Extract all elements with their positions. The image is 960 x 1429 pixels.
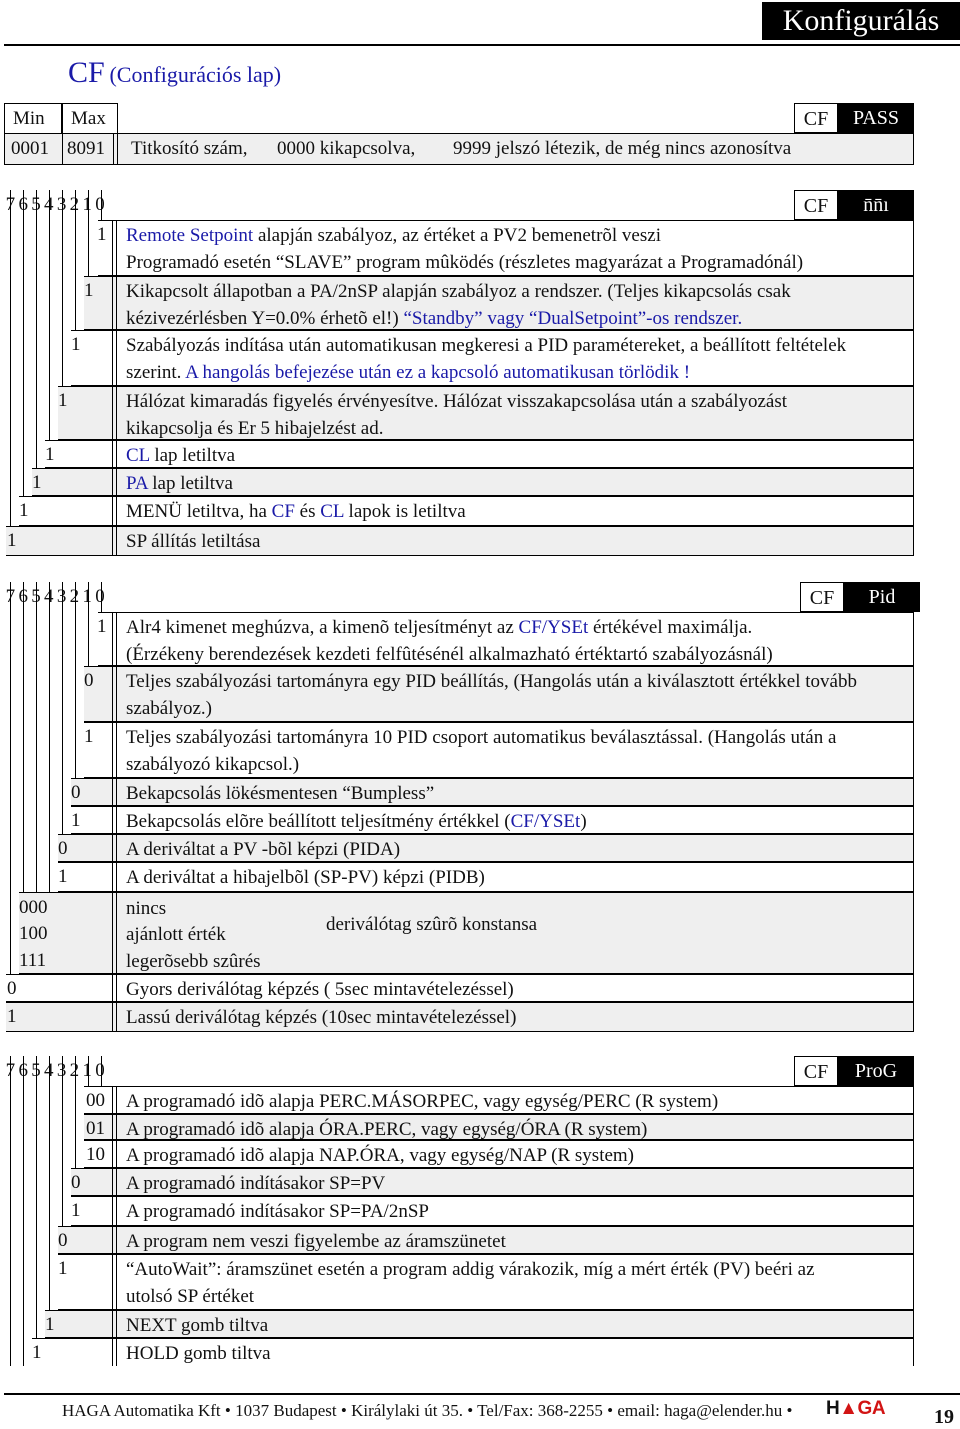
- filter-note: deriválótag szûrõ konstansa: [326, 914, 538, 935]
- divider: [62, 134, 63, 164]
- section-nni: [4, 190, 914, 558]
- pass-tag-name: PASS: [838, 103, 914, 133]
- nni-row-7: 1 SP állítás letiltása: [4, 526, 914, 556]
- section-title: Konfigurálás: [782, 4, 940, 37]
- nni-tag-cf: CF: [794, 190, 838, 220]
- header-rule: [4, 44, 960, 46]
- pid-row-2: 1 Teljes szabályozási tartományra 10 PID csoport automatikus beválasztással. (Hangolás után a szabályozó kikapcsol.): [4, 722, 914, 778]
- bit-index-header: 7 6 5 4 3 2 1 0: [5, 1060, 105, 1081]
- section-title-box: [762, 2, 960, 40]
- prog-row-0: 00 A programadó idõ alapja PERC.MÁSORPEC, vagy egység/PERC (R system): [4, 1086, 914, 1114]
- divider: [112, 1086, 117, 1366]
- pass-row: [4, 133, 914, 165]
- nni-row-5: 1 PA lap letiltva: [4, 468, 914, 496]
- pass-tag-cf: CF: [794, 103, 838, 133]
- bit-index-header: 7 6 5 4 3 2 1 0: [5, 586, 105, 607]
- prog-row-7: 1 NEXT gomb tiltva: [4, 1310, 914, 1338]
- pass-desc-c: 9999 jelszó létezik, de még nincs azonosítva: [453, 138, 792, 159]
- pid-filter-group: 000 100 111 nincs ajánlott érték legerõsebb szûrés deriválótag szûrõ konstansa: [4, 892, 914, 974]
- pid-tag-name: Pid: [844, 582, 920, 612]
- pid-row-10: 0 Gyors deriválótag képzés ( 5sec mintavételezéssel): [4, 974, 914, 1002]
- nni-row-4: 1 CL lap letiltva: [4, 440, 914, 468]
- pass-desc-b: 0000 kikapcsolva,: [277, 138, 416, 159]
- prog-row-5: 0 A program nem veszi figyelembe az áramszünetet: [4, 1226, 914, 1254]
- nni-row-0: 1 Remote Setpoint alapján szabályoz, az értéket a PV2 bemenetrõl veszi Programadó esetén “SLAVE” program mûködés (részletes magyarázat a Programadónál): [4, 220, 914, 276]
- haga-logo: H▲GA: [826, 1398, 886, 1419]
- page-title-cf: CF: [68, 56, 105, 89]
- prog-row-6: 1 “AutoWait”: áramszünet esetén a program addig várakozik, míg a mért érték (PV) beéri az utolsó SP értéket: [4, 1254, 914, 1310]
- prog-row-4: 1 A programadó indításakor SP=PA/2nSP: [4, 1196, 914, 1226]
- page-title-subtitle: (Configurációs lap): [109, 62, 282, 87]
- bit-index-header: 7 6 5 4 3 2 1 0: [5, 194, 105, 215]
- pid-row-0: 1 Alr4 kimenet meghúzva, a kimenõ teljesítményt az CF/YSEt értékével maximálja. (Érzékeny berendezések kezdeti felfûtésénél alkalmazható értéktartó szabályozásnál): [4, 612, 914, 666]
- pass-min-value: 0001: [11, 138, 49, 159]
- pid-row-1: 0 Teljes szabályozási tartományra egy PID beállítás, (Hangolás után a kiválasztott értékkel tovább szabályoz.): [4, 666, 914, 722]
- max-label: Max: [62, 103, 118, 133]
- nni-row-6: 1 MENÜ letiltva, ha CF és CL lapok is letiltva: [4, 496, 914, 526]
- prog-tag-name: ProG: [838, 1056, 914, 1086]
- prog-row-2: 10 A programadó idõ alapja NAP.ÓRA, vagy egység/NAP (R system): [4, 1140, 914, 1168]
- footer-rule: [4, 1393, 960, 1395]
- section-prog: [4, 1056, 914, 1368]
- divider: [112, 220, 117, 556]
- tree-line: [101, 582, 102, 614]
- pid-row-3: 0 Bekapcsolás lökésmentesen “Bumpless”: [4, 778, 914, 806]
- footer-text: HAGA Automatika Kft • 1037 Budapest • Királylaki út 35. • Tel/Fax: 368-2255 • email: haga@elender.hu •: [62, 1401, 793, 1420]
- pid-row-5: 0 A deriváltat a PV -bõl képzi (PIDA): [4, 834, 914, 862]
- page-number: 19: [934, 1406, 954, 1428]
- page-title: [68, 56, 281, 90]
- section-pid: [4, 582, 914, 1032]
- tree-line: [88, 1056, 89, 1088]
- nni-row-3: 1 Hálózat kimaradás figyelés érvényesítve. Hálózat visszakapcsolása után a szabályozást kikapcsolja és Er 5 hibajelzést ad.: [4, 386, 914, 440]
- prog-row-8: 1 HOLD gomb tiltva: [4, 1338, 914, 1366]
- nni-tag-name: n̄n̄ı: [838, 190, 914, 220]
- pass-header: [4, 103, 914, 133]
- prog-row-1: 01 A programadó idõ alapja ÓRA.PERC, vagy egység/ÓRA (R system): [4, 1114, 914, 1140]
- pid-row-4: 1 Bekapcsolás elõre beállított teljesítmény értékkel (CF/YSEt): [4, 806, 914, 834]
- pid-row-6: 1 A deriváltat a hibajelbõl (SP-PV) képzi (PIDB): [4, 862, 914, 892]
- prog-row-3: 0 A programadó indításakor SP=PV: [4, 1168, 914, 1196]
- pid-row-11: 1 Lassú deriválótag képzés (10sec mintavételezéssel): [4, 1002, 914, 1032]
- pass-desc-a: Titkosító szám,: [131, 138, 248, 159]
- nni-row-1: 1 Kikapcsolt állapotban a PA/2nSP alapján szabályoz a rendszer. (Teljes kikapcsolás csak kézivezérlésben Y=0.0% érhetõ el!) “Standby” vagy “DualSetpoint”-os rendszer.: [4, 276, 914, 330]
- pid-tag-cf: CF: [800, 582, 844, 612]
- prog-tag-cf: CF: [794, 1056, 838, 1086]
- min-label: Min: [4, 103, 62, 133]
- divider: [113, 134, 118, 164]
- nni-row-2: 1 Szabályozás indítása után automatikusan megkeresi a PID paramétereket, a beállított feltételek szerint. A hangolás befejezése után ez a kapcsoló automatikusan törlödik !: [4, 330, 914, 386]
- pass-max-value: 8091: [67, 138, 105, 159]
- tree-line: [101, 190, 102, 224]
- tree-line: [101, 1056, 102, 1088]
- divider: [112, 612, 117, 1032]
